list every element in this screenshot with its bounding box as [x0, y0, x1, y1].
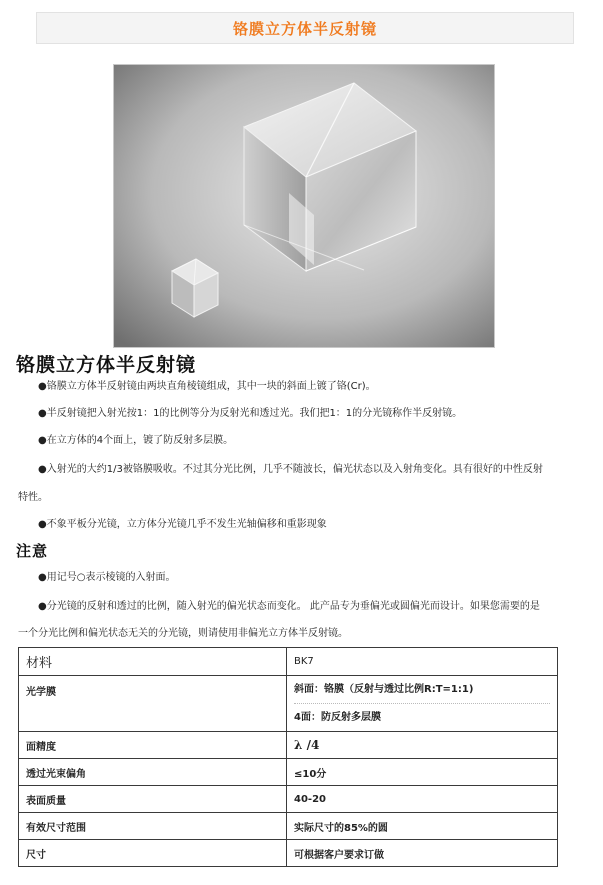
spec-table: [18, 647, 558, 867]
note-heading: 注意: [16, 542, 49, 560]
spec-value: 可根据客户要求订做: [287, 840, 558, 867]
spec-value: λ /4: [287, 732, 558, 759]
page-title-bar: [36, 12, 574, 44]
table-row: [19, 676, 558, 732]
table-row: [19, 759, 558, 786]
spec-label: 透过光束偏角: [19, 759, 287, 786]
spec-value: [287, 676, 558, 732]
table-row: [19, 648, 558, 676]
product-photo: [113, 64, 495, 348]
coating-line-2: 4面：防反射多层膜: [294, 712, 381, 723]
spec-label: 材料: [19, 648, 287, 676]
bullet-item: ●半反射镜把入射光按1：1的比例等分为反射光和透过光。我们把1：1的分光镜称作半反射镜。: [38, 408, 463, 419]
bullet-item: ●入射光的大约1/3被铬膜吸收。不过其分光比例，几乎不随波长，偏光状态以及入射角变化。具有很好的中性反射: [38, 464, 543, 475]
spec-label: 光学膜: [19, 676, 287, 732]
cube-illustration: [114, 65, 494, 347]
note-item: ●分光镜的反射和透过的比例，随入射光的偏光状态而变化。 此产品专为垂偏光或圆偏光而设计。如果您需要的是: [38, 601, 540, 612]
spec-value: 实际尺寸的85%的圆: [287, 813, 558, 840]
spec-label: 有效尺寸范围: [19, 813, 287, 840]
spec-label: 面精度: [19, 732, 287, 759]
table-row: [19, 786, 558, 813]
spec-value: 40-20: [287, 786, 558, 813]
coating-line-1: 斜面：铬膜（反射与透过比例R:T=1:1): [294, 676, 550, 704]
bullet-item: ●不象平板分光镜，立方体分光镜几乎不发生光轴偏移和重影现象: [38, 519, 327, 530]
table-row: [19, 840, 558, 867]
spec-value: BK7: [287, 648, 558, 676]
bullet-item: ●铬膜立方体半反射镜由两块直角棱镜组成，其中一块的斜面上镀了铬(Cr)。: [38, 381, 376, 392]
bullet-item-continuation: 特性。: [18, 492, 48, 503]
section-heading: 铬膜立方体半反射镜: [16, 354, 197, 376]
note-item-continuation: 一个分光比例和偏光状态无关的分光镜，则请使用非偏光立方体半反射镜。: [18, 628, 348, 639]
page-title: 铬膜立方体半反射镜: [232, 19, 377, 38]
table-row: [19, 813, 558, 840]
spec-label: 表面质量: [19, 786, 287, 813]
spec-label: 尺寸: [19, 840, 287, 867]
table-row: [19, 732, 558, 759]
bullet-item: ●在立方体的4个面上，镀了防反射多层膜。: [38, 435, 234, 446]
spec-value: ≤10分: [287, 759, 558, 786]
note-item: ●用记号○表示棱镜的入射面。: [38, 572, 176, 583]
